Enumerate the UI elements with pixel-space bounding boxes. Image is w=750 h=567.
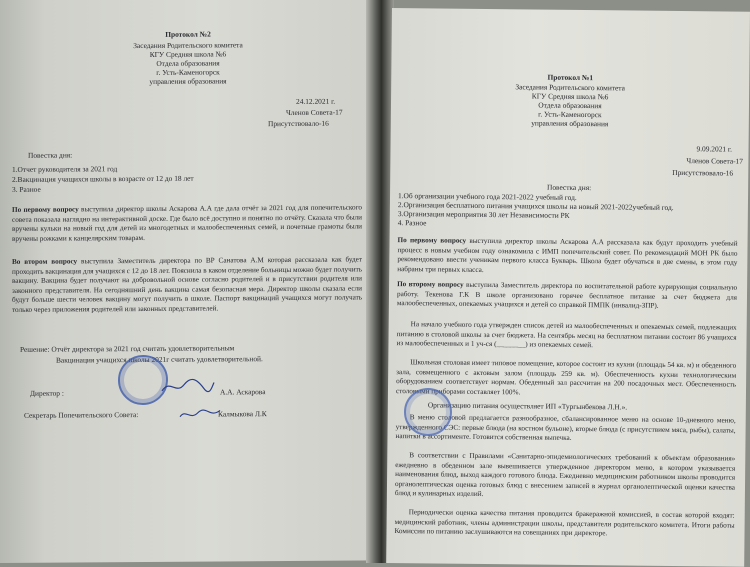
org-line: Отдела образования [538,100,602,111]
first-question-paragraph [397,236,737,278]
protocol-date: 9.09.2021 г. [696,144,733,154]
second-question-text: выступила Заместитель директора по ВР Санатова А.М которая рассказала как будет проходить вакцинация для учащихся с 12 до 18 лет. Пояснила в каком отделение больницы можно будет получить вакцину. Вакцина будет получают на добровольной основе согласно родителей и в присутствии родителя или законного представителя. На сегодняшний день вакцина самая безопасная мера. Директор школы сказала если будут больше шести человек вакцину могут получить в школе. Паспорт вакцинаций учащихся могут получать только через приложения родителей или законных представителей. [12,255,362,314]
agenda-item: 3. Разное [12,184,41,194]
org-line: КГУ Средняя школа №6 [531,91,609,102]
director-label: Директор : [30,388,64,398]
sanitary-rules-paragraph: В соответствии с Правилами «Санитарно-эпидемиологических требований к объектам образования» ежедневно в обеденном зале вывешивается утвержденное директором меню, в котором указывается наименования блюд, выход каждого готового блюда. Ежедневно медицинским работником школы проводится органолептическая оценка готовых блюд с внесением записей в журнал органолептической оценки качества блюд и кулинарных изделий. [394,451,736,499]
members-count: Членов Совета-17 [286,107,343,118]
decision-line: Решение: Отчёт директора за 2021 год считать удовлетворительным [20,343,235,354]
agenda-item: 3.Организация мероприятия 30 лет Независимости РК [397,209,570,220]
org-line: Заседания Родительского комитета [515,82,625,93]
org-line: КГУ Средняя школа №6 [149,49,227,59]
students-list-paragraph: На начало учебного года утвержден список детей из малообеспеченных и опекаемых семей, подлежащих питанию в столовой школы за счет бюджета. На сентябрь месяц на бесплатном питании состоит 86 учащихся из малообеспеченных и 1 уч-ся (________) из опекаемых семей. [396,320,737,350]
agenda-item: 2.Вакцинация учащихся школы в возрасте от 12 до 18 лет [12,173,194,184]
agenda-item: 1.Об организации учебного года 2021-2022 учебный год. [397,191,577,202]
inspection-commission-paragraph: Периодически оценка качества питания проводится бракеражной комиссией, в состав которой входят: медицинский работник, члены администрации школы, представители родительского комитета. Итоги работы Комиссии по питанию заслушиваются на совещаниях при директоре. [394,508,735,538]
org-line: г. Усть-Каменогорск [538,109,602,120]
second-question-paragraph [397,280,737,312]
agenda-item: 2.Организация бесплатного питания учащихся школы на новый 2021-2022учебный год. [397,200,674,212]
agenda-heading: Повестка дня: [28,150,73,160]
decision-line: Вакцинация учащихся школы 2021г считать удовлетворительной. [56,354,263,365]
first-question-lead: По первому вопросу [12,205,79,214]
org-line: управления образования [531,118,609,129]
agenda-item: 4. Разное [397,218,427,228]
first-question-lead: По первому вопросу [397,236,467,245]
protocol-1-page [386,8,750,567]
food-provider-line: Организацию питания осуществляет ИП «Тургынбекова Л.Н.». [427,400,628,412]
present-count: Присутствовало-16 [672,167,734,178]
protocol-2-page [0,0,376,563]
director-name: А.А. Аскарова [220,387,266,397]
present-count: Присутствовало-16 [268,118,329,129]
agenda-heading: Повестка дня: [546,182,592,193]
members-count: Членов Совета-17 [686,156,744,166]
second-question-paragraph [12,255,362,315]
agenda-item: 1.Отчет руководителя за 2021 год [12,164,118,174]
first-question-paragraph [12,203,362,244]
second-question-text: выступила Заместитель директора по воспитательной работе курирующая социальную работу. Текенова Г.К В школе организовано горячее бесплатное питание за счет бюджета для малообеспеченных, опекаемых учащихся и детей со справкой ПМПК (инвалид-ЗПР). [396,280,738,310]
org-line: г. Усть-Каменогорск [156,67,220,77]
director-signature-icon [160,376,216,396]
secretary-signature-icon [178,406,222,422]
official-stamp-icon [404,388,452,436]
protocol-title: Протокол №2 [165,29,211,39]
menu-paragraph: В меню столовой предлагается разнообразное, сбалансированное меню на основе 10-дневного меню, утвержденного СЭС: первые блюда (на костном бульоне), вторые блюда (с присутствием мяса, рыбы), салаты, напитки в ассортименте. Готовится собственная выпечка. [395,413,736,443]
secretary-name: Калмыкова Л.К [218,409,267,419]
canteen-paragraph: Школьная столовая имеет типовое помещение, которое состоит из кухни (площадь 54 кв. м) и обеденного зала, совмещенного с актовым залом (площадь 259 кв. м). Обеспеченность кухни технологическим оборудованием соответствует нормам. Обеденный зал рассчитан на 200 посадочных мест. Обеспеченность столовыми приборами составляет 100%. [395,358,737,397]
org-line: управления образования [149,76,227,86]
org-line: Заседания Родительского комитета [133,40,243,51]
first-question-text: выступила директор школы Аскарова А.А рассказала как будут проходить учебный процесс в новым учебном году ознакомила с ИМП попечительский совет. По рекомендаций МОН РК было рекомендовано ввести ученикам первого класса Букварь. Школа будет обучаться в две смены, в этом году набраны три первых класса. [397,236,738,274]
protocol-title: Протокол №1 [547,72,594,83]
org-line: Отдела образования [156,58,220,68]
second-question-lead: По второму вопросу [397,280,464,289]
secretary-label: Секретарь Попечительского Совета: [24,410,139,420]
second-question-lead: Во втором вопросу [12,257,78,266]
protocol-date: 24.12.2021 г. [296,96,336,106]
first-question-text: выступила директор школы Аскарова А.А где дала отчёт за 2021 год для попечительского совета показала наглядно на интерактивной доске. Где было всё доступно и понятно по отчёту. Сказала что были вручены кульки на новый год для детей из многодетных и малообеспеченных семей, и почетные грамоты были вручены рожками к канцелярским товарам. [12,203,362,243]
